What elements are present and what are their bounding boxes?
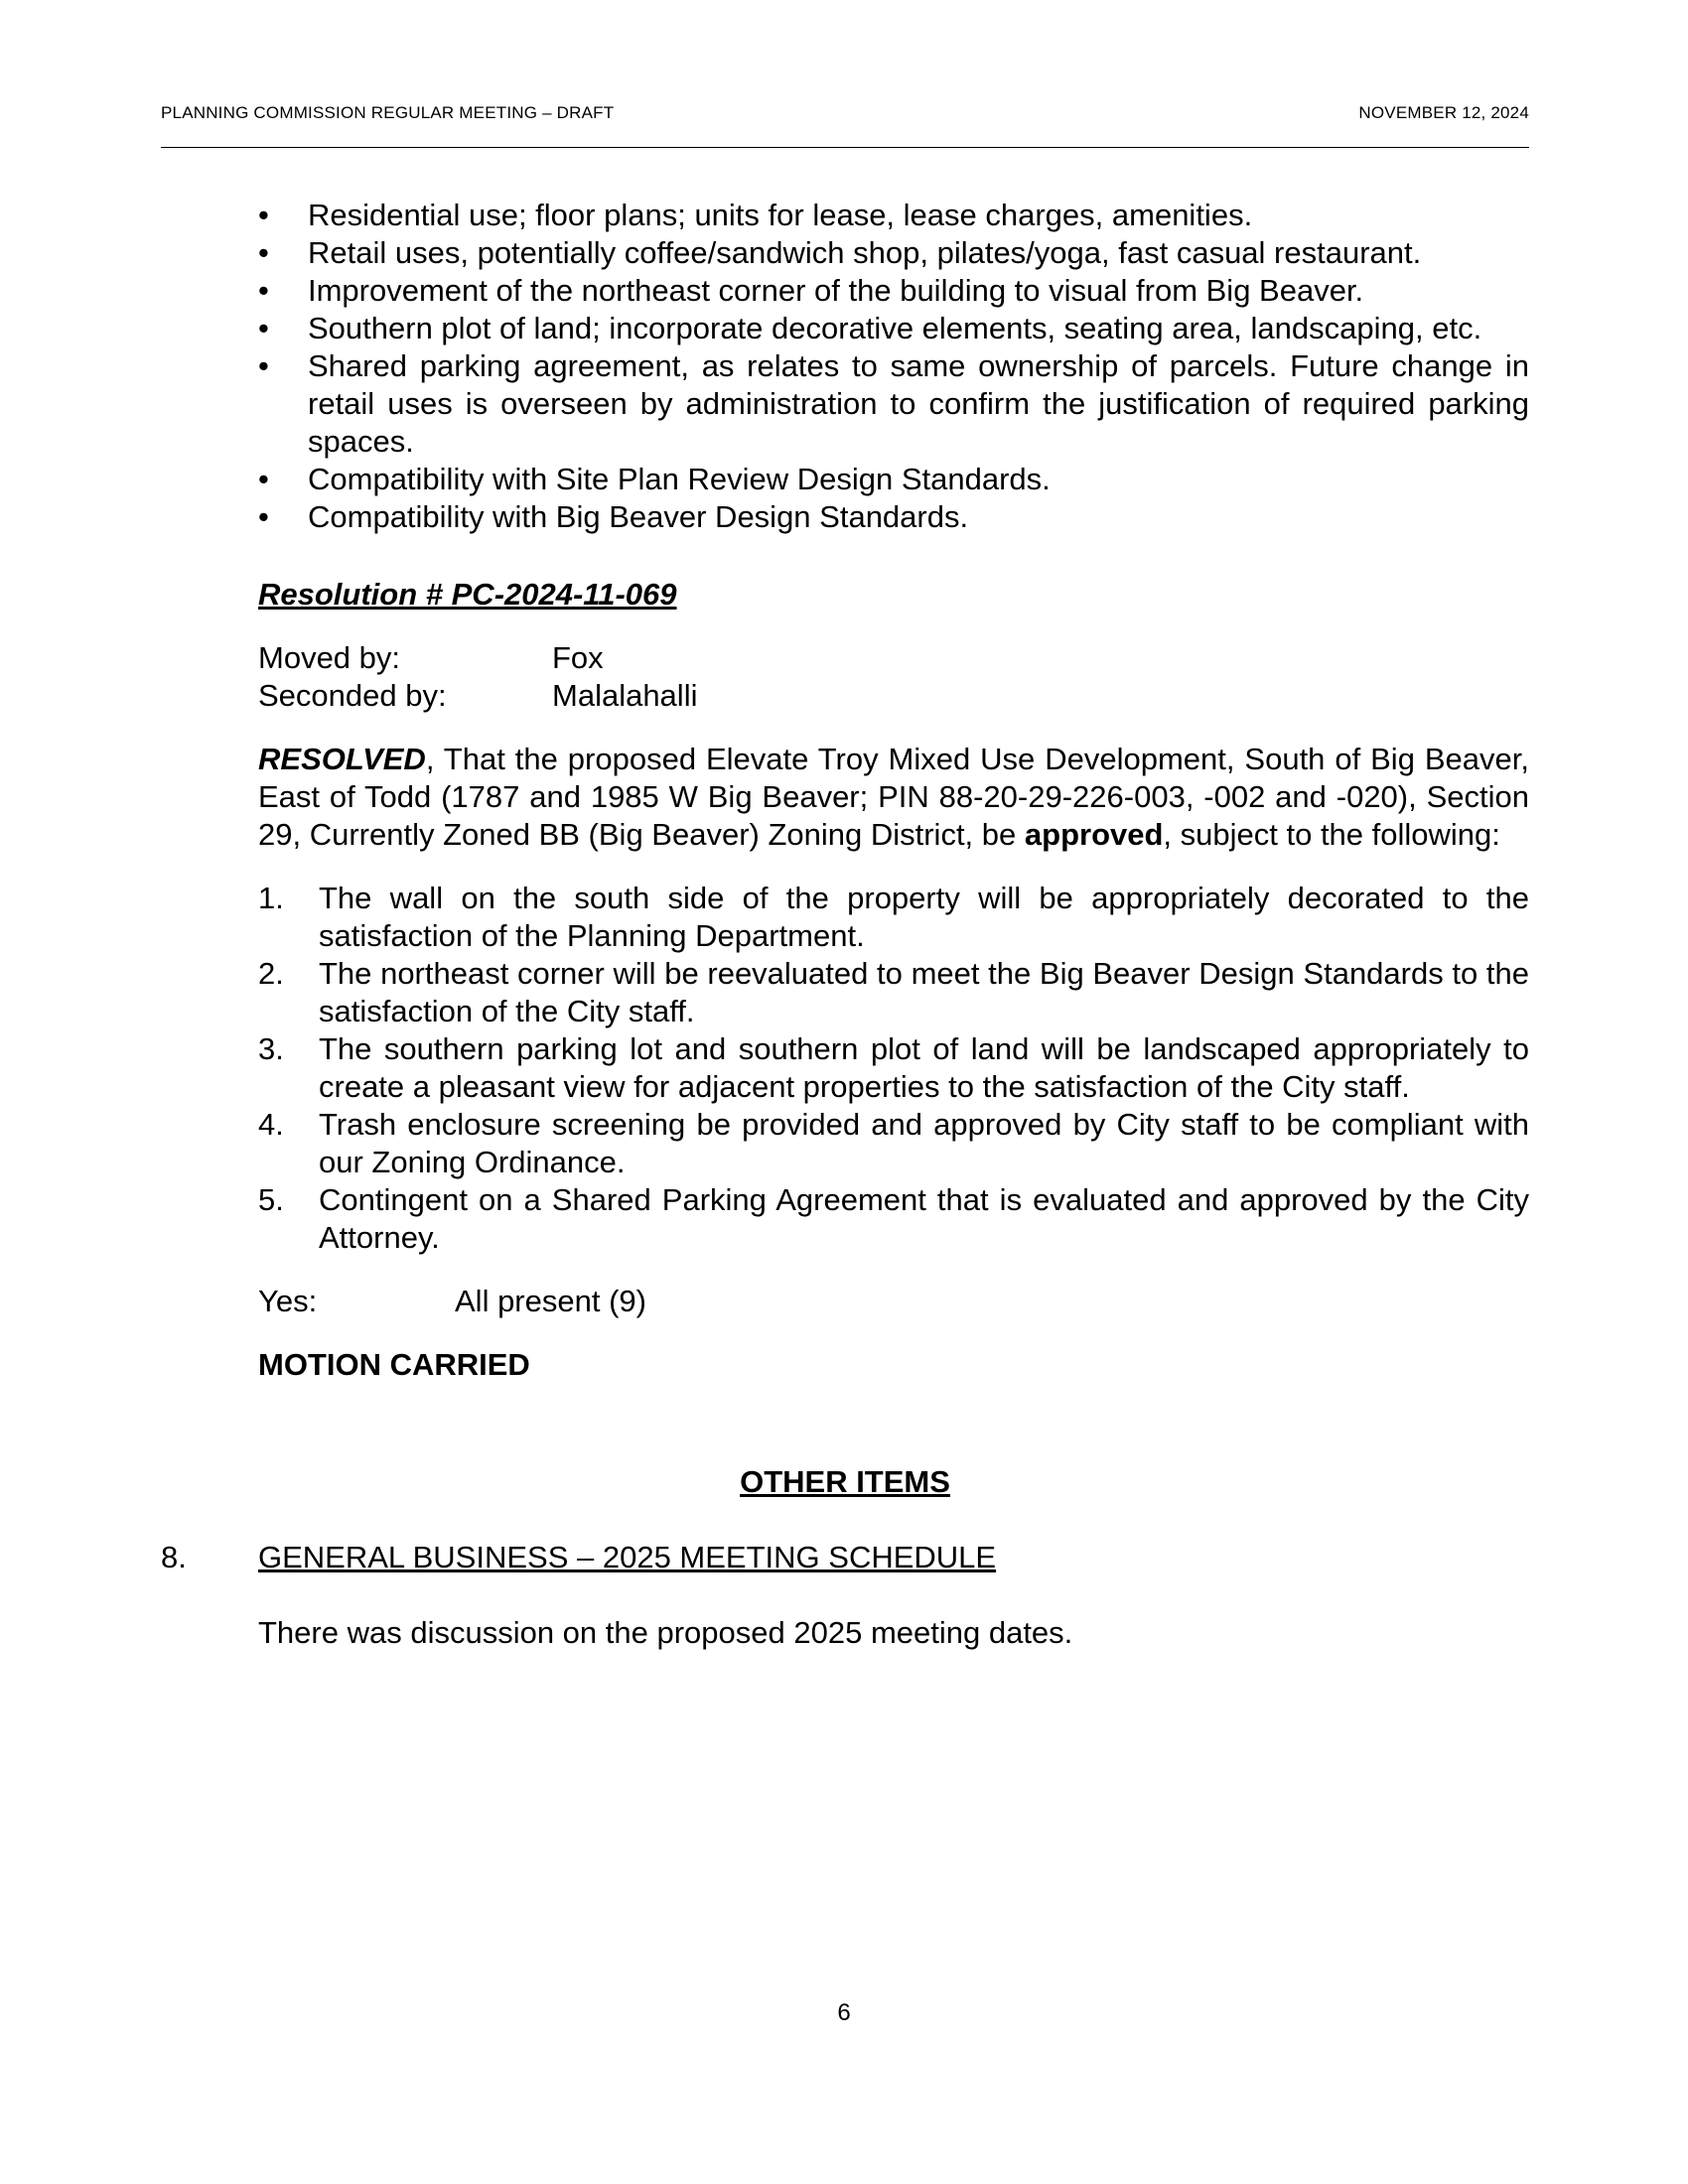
condition-item (258, 955, 1529, 1030)
list-item-text: Shared parking agreement, as relates to same ownership of parcels. Future change in retail uses is overseen by administration to confirm the justification of required parking spaces. (308, 348, 1529, 459)
condition-number: 5. (258, 1182, 284, 1217)
list-item (258, 461, 1529, 498)
condition-text: The northeast corner will be reevaluated to meet the Big Beaver Design Standards to the satisfaction of the City staff. (319, 956, 1529, 1028)
other-items-heading: OTHER ITEMS (740, 1464, 950, 1499)
condition-number: 3. (258, 1031, 284, 1066)
list-item (258, 234, 1529, 272)
list-item (258, 272, 1529, 310)
list-item-text: Compatibility with Big Beaver Design Standards. (308, 499, 969, 534)
seconded-by-row (258, 677, 1529, 715)
list-item-text: Southern plot of land; incorporate decorative elements, seating area, landscaping, etc. (308, 311, 1482, 345)
condition-item (258, 880, 1529, 955)
moved-by-label: Moved by: (258, 640, 401, 675)
agenda-item-number: 8. (161, 1540, 187, 1574)
header-divider (161, 147, 1529, 148)
vote-value: All present (9) (455, 1284, 646, 1318)
header-title: PLANNING COMMISSION REGULAR MEETING – DRAFT (161, 103, 615, 122)
condition-text: The wall on the south side of the property will be appropriately decorated to the satisfaction of the Planning Department. (319, 881, 1529, 953)
bullet-icon: • (258, 499, 269, 534)
condition-text: Trash enclosure screening be provided and approved by City staff to be compliant with our Zoning Ordinance. (319, 1107, 1529, 1179)
list-item-text: Residential use; floor plans; units for lease, lease charges, amenities. (308, 198, 1253, 232)
condition-number: 1. (258, 881, 284, 915)
list-item (258, 347, 1529, 461)
main-content (258, 197, 1529, 1384)
list-item (258, 197, 1529, 234)
bullet-icon: • (258, 235, 269, 270)
motion-makers (258, 639, 1529, 715)
conditions-list (258, 880, 1529, 1257)
vote-label: Yes: (258, 1284, 318, 1318)
list-item (258, 498, 1529, 536)
list-item-text: Improvement of the northeast corner of the building to visual from Big Beaver. (308, 273, 1364, 308)
list-item (258, 310, 1529, 347)
agenda-item-title: GENERAL BUSINESS – 2025 MEETING SCHEDULE (258, 1540, 997, 1574)
resolved-text-after: , subject to the following: (1163, 817, 1500, 852)
header-date: NOVEMBER 12, 2024 (1358, 103, 1529, 122)
condition-item (258, 1181, 1529, 1257)
resolved-paragraph (258, 741, 1529, 854)
seconded-by-value: Malalahalli (552, 678, 698, 713)
bullet-list (258, 197, 1529, 536)
page-number: 6 (837, 1999, 851, 2026)
condition-item (258, 1030, 1529, 1106)
bullet-icon: • (258, 311, 269, 345)
bullet-icon: • (258, 348, 269, 383)
resolved-approved: approved (1024, 817, 1164, 852)
condition-text: The southern parking lot and southern plot of land will be landscaped appropriately to create a pleasant view for adjacent properties to the satisfaction of the City staff. (319, 1031, 1529, 1104)
moved-by-row (258, 639, 1529, 677)
condition-item (258, 1106, 1529, 1181)
bullet-icon: • (258, 198, 269, 232)
condition-text: Contingent on a Shared Parking Agreement that is evaluated and approved by the City Attorney. (319, 1182, 1529, 1255)
motion-result: MOTION CARRIED (258, 1347, 530, 1382)
condition-number: 2. (258, 956, 284, 991)
resolved-text-before: , That the proposed Elevate Troy Mixed Use Development, South of Big Beaver, East of Todd (1787 and 1985 W Big Beaver; PIN 88-20-29-226-003, -002 and -020), Section 29, Currently Zoned BB (Big Beaver) Zoning District, be (258, 742, 1529, 852)
agenda-item-text: There was discussion on the proposed 2025 meeting dates. (258, 1615, 1073, 1650)
bullet-icon: • (258, 462, 269, 496)
moved-by-value: Fox (552, 640, 604, 675)
resolved-keyword: RESOLVED (258, 742, 426, 776)
resolution-title: Resolution # PC-2024-11-069 (258, 577, 677, 612)
vote-row (258, 1283, 1529, 1320)
seconded-by-label: Seconded by: (258, 678, 447, 713)
bullet-icon: • (258, 273, 269, 308)
list-item-text: Compatibility with Site Plan Review Design Standards. (308, 462, 1051, 496)
condition-number: 4. (258, 1107, 284, 1142)
list-item-text: Retail uses, potentially coffee/sandwich shop, pilates/yoga, fast casual restaurant. (308, 235, 1422, 270)
